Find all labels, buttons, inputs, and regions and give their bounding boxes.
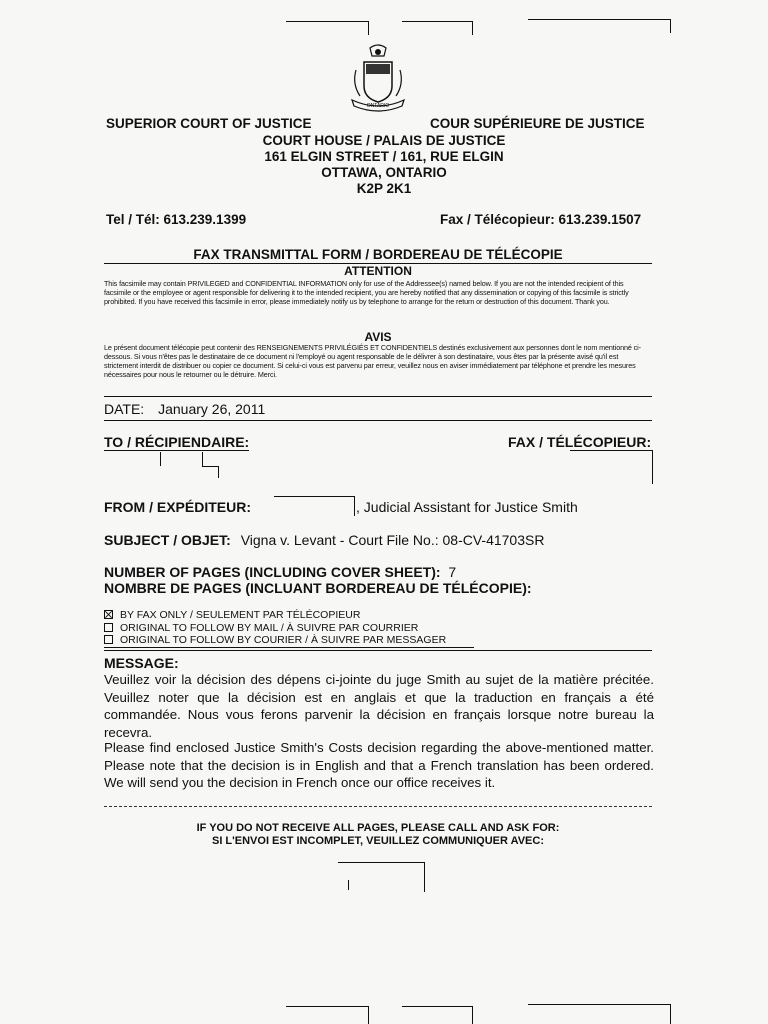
pages-label-fr: NOMBRE DE PAGES (INCLUANT BORDEREAU DE TÉLÉCOPIE): (104, 580, 532, 596)
divider (104, 420, 652, 421)
bottom-redaction-mark (402, 1006, 472, 1007)
date-row (104, 401, 265, 417)
to-redaction-mark (202, 466, 218, 467)
from-label: FROM / EXPÉDITEUR: (104, 499, 252, 515)
message-label: MESSAGE: (104, 655, 179, 671)
divider (104, 650, 652, 651)
city: OTTAWA, ONTARIO (321, 165, 447, 180)
bottom-redaction-mark (670, 1004, 671, 1024)
court-house: COURT HOUSE / PALAIS DE JUSTICE (262, 133, 506, 148)
court-crest-icon (346, 40, 410, 112)
street-address: 161 ELGIN STREET / 161, RUE ELGIN (264, 149, 504, 164)
attention-body: This facsimile may contain PRIVILEGED and CONFIDENTIAL INFORMATION only for use of the Addressee(s) named below. If you are not the intended recipient of this facsimile or the employee or agent responsible for delivering it to the intended recipient, you are hereby notified that any dissemination or copying of this facsimile is strictly prohibited. If you have received this facsimile in error, please immediately notify us by telephone to arrange for the return or destruction of this document. Thank you. (104, 279, 629, 306)
delivery-option (104, 609, 652, 622)
message-french: Veuillez voir la décision des dépens ci-jointe du juge Smith au sujet de la matière précitée. Veuillez noter que la décision est en anglais et que la traduction en français a été commandée. Nous vous ferons parvenir la décision en français lorsque notre bureau la recevra. (104, 672, 654, 740)
to-redaction-mark (160, 452, 161, 466)
message-english: Please find enclosed Justice Smith's Costs decision regarding the above-mentioned matter. Please note that the decision is in English and that a French translation has been ordered. We will send you the decision in French once our office receives it. (104, 740, 654, 790)
avis-body: Le présent document télécopie peut contenir des RENSEIGNEMENTS PRIVILÉGIÉS ET CONFIDENTIELS destinés exclusivement aux personnes dont le nom mentionné ci-dessous. Si vous n'êtes pas le destinataire de ce document ni l'employé ou agent responsable de le délivrer à son destinataire, vous êtes par la présente avisé qu'il est strictement interdit de distribuer ou copier ce document. Si celui-ci vous est parvenu par erreur, veuillez nous en aviser immédiatement par téléphone et prendre les mesures nécessaires pour nous le retourner ou le détruire. Merci. (104, 343, 641, 379)
bottom-redaction-mark (368, 1006, 369, 1024)
checkbox-mail[interactable] (104, 623, 113, 632)
bottom-redaction-mark (472, 1006, 473, 1024)
top-redaction-mark (402, 21, 472, 22)
to-redaction-mark (202, 452, 203, 466)
delivery-option-label: ORIGINAL TO FOLLOW BY COURIER / À SUIVRE PAR MESSAGER (120, 634, 447, 646)
pages-row-en (104, 564, 456, 580)
subject-row (104, 532, 544, 548)
fax-redaction-mark (652, 450, 653, 484)
fax-to-label: FAX / TÉLÉCOPIEUR: (508, 434, 652, 450)
checkbox-fax-only[interactable] (104, 610, 113, 619)
pages-label-en: NUMBER OF PAGES (INCLUDING COVER SHEET): (104, 564, 441, 580)
contact-redaction-mark (348, 880, 349, 890)
delivery-option-label: ORIGINAL TO FOLLOW BY MAIL / À SUIVRE PAR COURRIER (120, 621, 419, 634)
delivery-option-label: BY FAX ONLY / SEULEMENT PAR TÉLÉCOPIEUR (120, 609, 361, 621)
from-redaction-mark (354, 496, 355, 516)
top-redaction-mark (472, 21, 473, 35)
date-value: January 26, 2011 (158, 401, 266, 417)
form-title: FAX TRANSMITTAL FORM / BORDEREAU DE TÉLÉCOPIE (193, 247, 563, 262)
attention-heading: ATTENTION (344, 264, 412, 278)
avis-heading: AVIS (364, 330, 392, 344)
top-redaction-mark (286, 21, 368, 22)
crest-ribbon-text: ONTARIO (366, 103, 390, 109)
pages-value: 7 (448, 564, 457, 580)
delivery-options (104, 609, 652, 648)
from-value: , Judicial Assistant for Justice Smith (356, 499, 578, 515)
top-redaction-mark (528, 19, 670, 20)
footer-line-en: IF YOU DO NOT RECEIVE ALL PAGES, PLEASE CALL AND ASK FOR: (196, 822, 560, 834)
contact-redaction-mark (338, 862, 424, 863)
subject-value: Vigna v. Levant - Court File No.: 08-CV-41703SR (240, 532, 545, 548)
top-redaction-mark (368, 21, 369, 35)
bottom-redaction-mark (286, 1006, 368, 1007)
top-redaction-mark (670, 19, 671, 33)
fax-redaction-mark (570, 450, 652, 451)
fax-number: Fax / Télécopieur: 613.239.1507 (440, 212, 642, 227)
checkbox-courier[interactable] (104, 635, 113, 644)
court-name-fr: COUR SUPÉRIEURE DE JUSTICE (430, 116, 645, 131)
delivery-option (104, 622, 652, 635)
footer-line-fr: SI L'ENVOI EST INCOMPLET, VEUILLEZ COMMUNIQUER AVEC: (211, 835, 545, 847)
court-name-en: SUPERIOR COURT OF JUSTICE (106, 116, 312, 131)
postal-code: K2P 2K1 (356, 181, 412, 196)
telephone: Tel / Tél: 613.239.1399 (106, 212, 247, 227)
from-redaction-mark (274, 496, 354, 497)
date-label: DATE: (104, 401, 145, 417)
contact-redaction-mark (424, 862, 425, 892)
bottom-redaction-mark (528, 1004, 670, 1005)
to-label: TO / RÉCIPIENDAIRE: (104, 434, 250, 450)
to-redaction-mark (218, 466, 219, 478)
subject-label: SUBJECT / OBJET: (104, 532, 231, 548)
delivery-option (104, 634, 474, 648)
divider (104, 396, 652, 397)
dashed-divider (104, 806, 652, 807)
